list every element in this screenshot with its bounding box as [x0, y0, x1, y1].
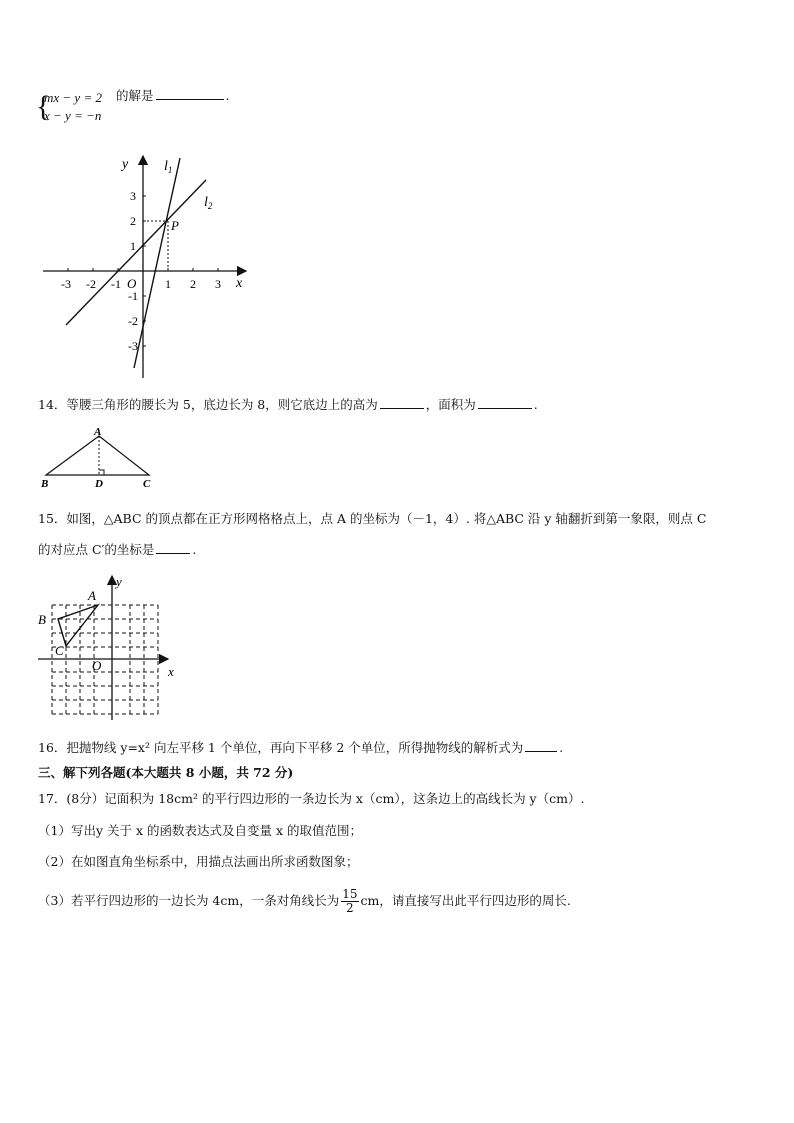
ytick-2: 2	[130, 214, 136, 228]
q15-line2	[38, 540, 196, 559]
line-l2	[66, 180, 206, 325]
grid-origin-label: O	[92, 658, 102, 673]
xtick-1: 1	[165, 277, 171, 291]
line-l1	[134, 158, 180, 368]
q14-part2: ，面积为	[425, 397, 476, 412]
isosceles-triangle-figure	[38, 425, 163, 491]
q15-blank[interactable]	[156, 540, 190, 554]
fraction-15-over-2	[341, 888, 358, 915]
equation-1: mx − y = 2	[44, 90, 102, 105]
fraction-denominator: 2	[346, 901, 354, 915]
ytick-neg1: -1	[128, 289, 138, 303]
ytick-neg2: -2	[128, 314, 138, 328]
q14-text	[38, 395, 538, 414]
xtick-neg2: -2	[86, 277, 96, 291]
q13-answer-line	[116, 86, 230, 105]
grid-point-b-label: B	[38, 612, 46, 627]
l1-label: $l_1$	[164, 159, 173, 175]
graph-lines-l1-l2	[38, 150, 258, 380]
xtick-3: 3	[215, 277, 221, 291]
vertex-a-label: A	[94, 426, 102, 438]
grid-point-c-label: C	[55, 643, 64, 658]
q17-part3-b: cm，请直接写出此平行四边形的周长.	[360, 893, 571, 908]
q13-end: .	[225, 88, 230, 103]
q16-part1: 16．把抛物线 y=x² 向左平移 1 个单位，再向下平移 2 个单位，所得抛物线的解析式为	[38, 740, 524, 755]
q14-blank-area[interactable]	[478, 395, 532, 409]
q13-suffix: 的解是	[116, 88, 154, 103]
grid-x-label: x	[168, 664, 174, 679]
q14-part1: 14．等腰三角形的腰长为 5，底边长为 8，则它底边上的高为	[38, 397, 378, 412]
ytick-1: 1	[130, 239, 136, 253]
q16-text	[38, 738, 563, 757]
q17-part1: （1）写出y 关于 x 的函数表达式及自变量 x 的取值范围；	[38, 823, 362, 838]
q14-end: .	[533, 397, 538, 412]
y-axis-label: y	[122, 157, 129, 172]
q15-line1: 15．如图，△ABC 的顶点都在正方形网格格点上，点 A 的坐标为（－1，4）. 将△ABC 沿 y 轴翻折到第一象限，则点 C	[38, 511, 707, 526]
fraction-numerator: 15	[342, 887, 358, 901]
q17-stem: 17．(8分）记面积为 18cm² 的平行四边形的一条边长为 x（cm），这条边上的高线长为 y（cm）.	[38, 791, 585, 806]
q17-part2: （2）在如图直角坐标系中，用描点法画出所求函数图象；	[38, 854, 359, 869]
grid-point-a-label: A	[88, 588, 96, 603]
q13-blank[interactable]	[156, 86, 224, 100]
ytick-3: 3	[130, 189, 136, 203]
origin-label: O	[127, 276, 137, 291]
q16-end: .	[559, 740, 564, 755]
q15-part1: 的对应点 C′的坐标是	[38, 542, 155, 557]
grid-y-label: y	[116, 574, 122, 589]
ytick-neg3: -3	[128, 339, 138, 353]
q15-end: .	[192, 542, 197, 557]
equation-2: x − y = −n	[44, 108, 102, 123]
vertex-b-label: B	[41, 478, 49, 490]
xtick-2: 2	[190, 277, 196, 291]
vertex-c-label: C	[143, 478, 151, 490]
q17-part3	[38, 888, 571, 915]
point-p-label: P	[171, 218, 179, 233]
point-d-label: D	[95, 478, 103, 490]
q17-part3-a: （3）若平行四边形的一边长为 4cm，一条对角线长为	[38, 893, 340, 908]
q16-blank[interactable]	[525, 738, 557, 752]
xtick-neg1: -1	[111, 277, 121, 291]
x-axis-label: x	[236, 276, 243, 291]
equation-brace: {	[36, 90, 51, 123]
coordinate-grid-figure	[36, 572, 186, 722]
l2-label: $l_2$	[204, 195, 213, 211]
q14-blank-height[interactable]	[380, 395, 424, 409]
xtick-neg3: -3	[61, 277, 71, 291]
section-3-title: 三、解下列各题(本大题共 8 小题，共 72 分)	[38, 765, 294, 780]
